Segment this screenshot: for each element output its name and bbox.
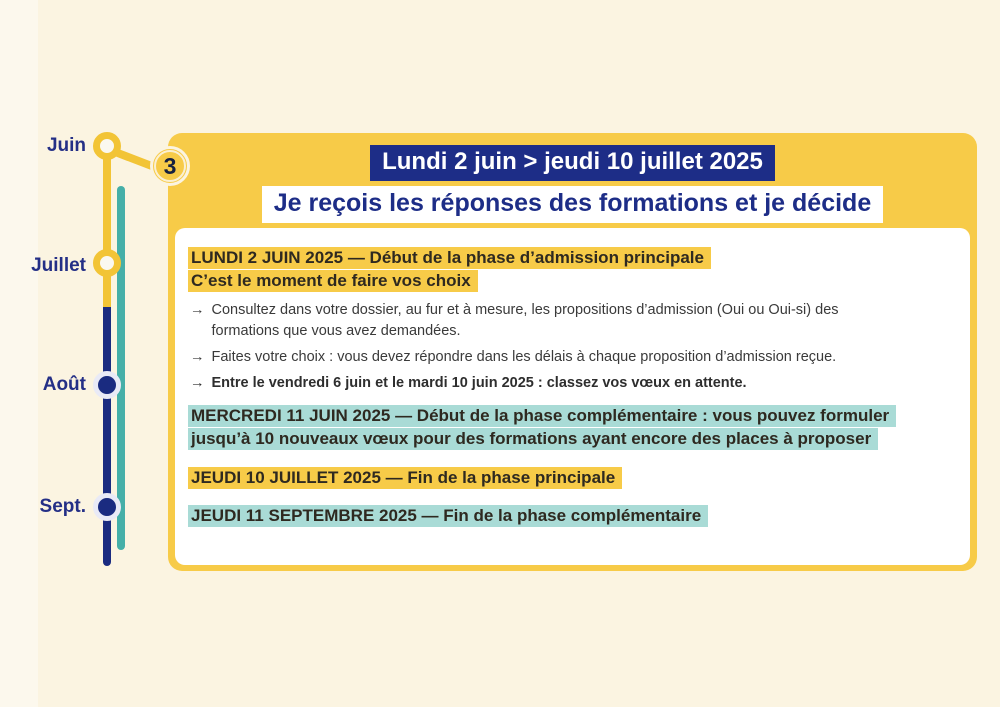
bullet-text: Consultez dans votre dossier, au fur et à mesure, les propositions d’admission (Oui ou Oui-si) des formations que vous avez demandées. <box>211 302 839 339</box>
header-line-2 <box>168 181 977 223</box>
section-phase-complementaire-fin <box>188 505 956 528</box>
bullet-text: Faites votre choix : vous devez répondre dans les délais à chaque proposition d’admission reçue. <box>211 349 837 365</box>
timeline-node-aout <box>93 371 121 399</box>
bullet-list <box>190 300 956 394</box>
section-phase-principale-fin <box>188 467 956 490</box>
phase-card <box>168 133 977 571</box>
timeline-teal-line <box>117 186 125 550</box>
timeline-navy-line <box>103 307 111 566</box>
bullet-item <box>190 347 956 368</box>
timeline-node-sept <box>93 493 121 521</box>
timeline-node-juin <box>93 132 121 160</box>
arrow-icon: → <box>190 349 205 365</box>
bullet-item <box>190 373 956 394</box>
bullet-item <box>190 300 956 342</box>
timeline-label-sept: Sept. <box>39 496 86 517</box>
step-number: 3 <box>163 152 177 179</box>
highlight-teal-line: jusqu’à 10 nouveaux vœux pour des formations ayant encore des places à proposer <box>188 428 878 450</box>
timeline-label-juin: Juin <box>46 135 86 156</box>
section-phase-complementaire-debut <box>188 405 956 451</box>
timeline-node-juillet <box>93 249 121 277</box>
highlight-teal-line: MERCREDI 11 JUIN 2025 — Début de la phase complémentaire : vous pouvez formuler <box>188 405 896 427</box>
timeline-label-juillet: Juillet <box>31 255 86 276</box>
step-number-badge <box>150 146 190 186</box>
arrow-icon: → <box>190 375 205 391</box>
timeline-label-aout: Août <box>42 374 86 395</box>
card-header <box>168 133 977 223</box>
highlight-yellow-line: JEUDI 10 JUILLET 2025 — Fin de la phase principale <box>188 467 622 489</box>
card-title-banner: Je reçois les réponses des formations et je décide <box>262 186 883 223</box>
header-line-1 <box>168 145 977 181</box>
highlight-yellow-line: LUNDI 2 JUIN 2025 — Début de la phase d’admission principale <box>188 247 711 269</box>
section-phase-principale-debut <box>188 247 956 293</box>
left-margin-band <box>0 0 38 707</box>
highlight-yellow-line: C’est le moment de faire vos choix <box>188 270 478 292</box>
card-content-panel <box>175 228 970 565</box>
highlight-teal-line: JEUDI 11 SEPTEMBRE 2025 — Fin de la phase complémentaire <box>188 505 708 527</box>
date-range-banner: Lundi 2 juin > jeudi 10 juillet 2025 <box>370 145 775 181</box>
timeline-yellow-line <box>103 146 111 310</box>
arrow-icon: → <box>190 302 205 318</box>
bullet-text: Entre le vendredi 6 juin et le mardi 10 juin 2025 : classez vos vœux en attente. <box>211 375 747 391</box>
